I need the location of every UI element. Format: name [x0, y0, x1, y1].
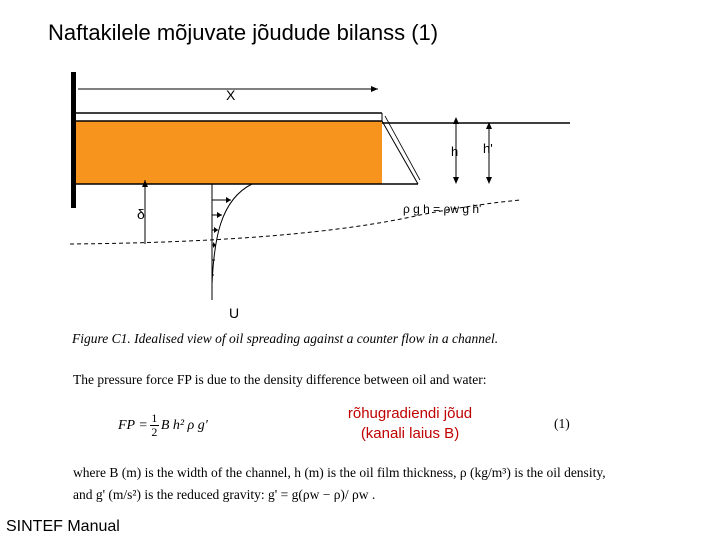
label-pressure-balance: ρ g h = ρw g h'	[403, 202, 482, 216]
label-h: h	[451, 144, 459, 159]
pressure-force-formula	[118, 412, 208, 439]
equation-number: (1)	[554, 416, 570, 431]
label-u: U	[229, 305, 240, 321]
velocity-arrows	[212, 197, 231, 275]
label-h-prime: h'	[483, 141, 493, 156]
red-annotation	[300, 404, 520, 444]
channel-wall	[71, 72, 76, 208]
formula-denominator: 2	[151, 425, 158, 439]
formula-rhs: B h² ρ g'	[160, 417, 208, 433]
footer-source: SINTEF Manual	[6, 518, 120, 535]
formula-lhs: FP =	[118, 417, 148, 433]
formula-fraction	[150, 412, 159, 439]
formula-numerator: 1	[151, 411, 158, 425]
label-x: X	[226, 87, 236, 103]
velocity-profile-curve	[212, 184, 252, 284]
pressure-force-text: The pressure force FP is due to the density difference between oil and water:	[73, 372, 487, 387]
annotation-line1: rõhugradiendi jõud	[347, 405, 473, 422]
slide-title: Naftakilele mõjuvate jõudude bilanss (1)	[48, 20, 439, 45]
description-line1: where B (m) is the width of the channel, h (m) is the oil film thickness, ρ (kg/m³) is the oil density,	[73, 465, 606, 480]
label-delta: δ	[137, 206, 145, 222]
figure-caption: Figure C1. Idealised view of oil spreading against a counter flow in a channel.	[72, 331, 499, 346]
variable-description	[73, 462, 713, 506]
description-line2: and g' (m/s²) is the reduced gravity: g' = g(ρw − ρ)/ ρw .	[73, 487, 376, 502]
oil-layer	[76, 121, 382, 184]
annotation-line2: (kanali laius B)	[360, 425, 460, 442]
